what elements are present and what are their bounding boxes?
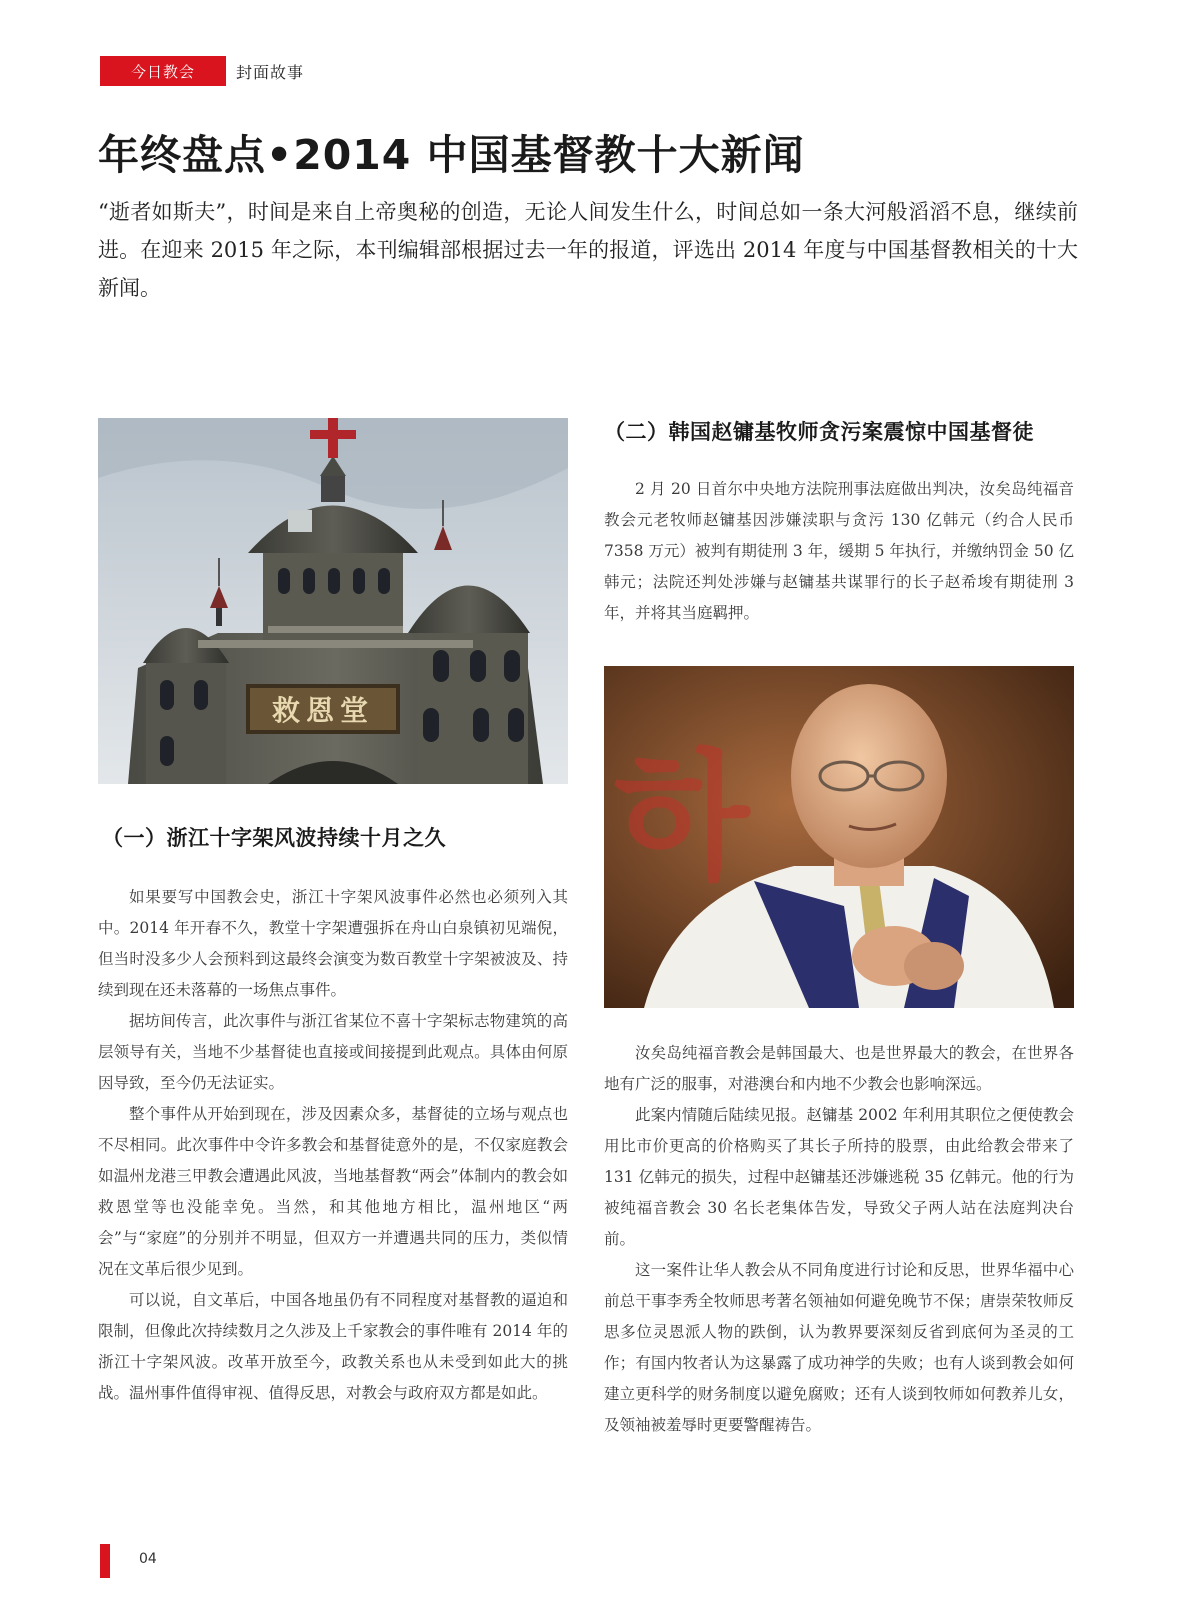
section-2-heading: （二）韩国赵镛基牧师贪污案震惊中国基督徒 [604,420,1034,444]
section-2-paragraph: 汝矣岛纯福音教会是韩国最大、也是世界最大的教会，在世界各地有广泛的服事，对港澳台和内地不少教会也影响深远。 [604,1044,1074,1093]
section-1-heading: （一）浙江十字架风波持续十月之久 [102,826,446,850]
section-1-paragraph: 整个事件从开始到现在，涉及因素众多，基督徒的立场与观点也不尽相同。此次事件中令许多教会和基督徒意外的是，不仅家庭教会如温州龙港三甲教会遭遇此风波，当地基督教“两会”体制内的教会如救恩堂等也没能幸免。当然，和其他地方相比，温州地区“两会”与“家庭”的分别并不明显，但双方一并遭遇共同的压力，类似情况在文革后很少见到。 [98,1105,568,1278]
section-2-paragraph: 2 月 20 日首尔中央地方法院刑事法庭做出判决，汝矣岛纯福音教会元老牧师赵镛基因涉嫌渎职与贪污 130 亿韩元（约合人民币 7358 万元）被判有期徒刑 3 年，缓期 5 年执行，并缴纳罚金 50 亿韩元；法院还判处涉嫌与赵镛基共谋罪行的长子赵希埈有期徒刑 3 年，并将其当庭羁押。 [604,480,1074,622]
pastor-illustration [604,666,1074,1008]
section-2-paragraph: 这一案件让华人教会从不同角度进行讨论和反思，世界华福中心前总干事李秀全牧师思考著名领袖如何避免晚节不保；唐崇荣牧师反思多位灵恩派人物的跌倒，认为教界要深刻反省到底何为圣灵的工作；有国内牧者认为这暴露了成功神学的失败；也有人谈到教会如何建立更科学的财务制度以避免腐败；还有人谈到牧师如何教养儿女，及领袖被羞辱时更要警醒祷告。 [604,1261,1074,1434]
section-tab-label: 今日教会 [130,63,195,81]
section-2-body-bottom [604,1038,1074,1441]
banner-text: 하 [614,737,750,900]
pastor-photo [604,666,1074,1008]
section-1-paragraph: 可以说，自文革后，中国各地虽仍有不同程度对基督教的逼迫和限制，但像此次持续数月之久涉及上千家教会的事件唯有 2014 年的浙江十字架风波。改革开放至今，政教关系也从未受到如此大的挑战。温州事件值得审视、值得反思，对教会与政府双方都是如此。 [98,1291,568,1402]
section-1-paragraph: 如果要写中国教会史，浙江十字架风波事件必然也必须列入其中。2014 年开春不久，教堂十字架遭强拆在舟山白泉镇初见端倪，但当时没多少人会预料到这最终会演变为数百教堂十字架被波及、持续到现在还未落幕的一场焦点事件。 [98,888,568,999]
page-title: 年终盘点•2014 中国基督教十大新闻 [98,131,805,179]
church-photo [98,418,568,784]
intro-paragraph: “逝者如斯夫”，时间是来自上帝奥秘的创造，无论人间发生什么，时间总如一条大河般滔滔不息，继续前进。在迎来 2015 年之际，本刊编辑部根据过去一年的报道，评选出 2014 年度与中国基督教相关的十大新闻。 [98,200,1078,300]
church-sign-text: 救恩堂 [271,694,375,727]
section-1-paragraph: 据坊间传言，此次事件与浙江省某位不喜十字架标志物建筑的高层领导有关，当地不少基督徒也直接或间接提到此观点。具体由何原因导致，至今仍无法证实。 [98,1012,568,1092]
church-illustration [98,418,568,784]
section-tab [100,56,226,86]
page-number-marker [100,1544,110,1578]
section-label: 封面故事 [236,63,305,82]
section-1-body [98,882,568,1409]
section-2-body-top [604,474,1074,629]
page-number: 04 [139,1551,157,1567]
section-2-paragraph: 此案内情随后陆续见报。赵镛基 2002 年利用其职位之便使教会用比市价更高的价格购买了其长子所持的股票，由此给教会带来了 131 亿韩元的损失，过程中赵镛基还涉嫌逃税 35 亿韩元。他的行为被纯福音教会 30 名长老集体告发，导致父子两人站在法庭判决台前。 [604,1106,1074,1248]
